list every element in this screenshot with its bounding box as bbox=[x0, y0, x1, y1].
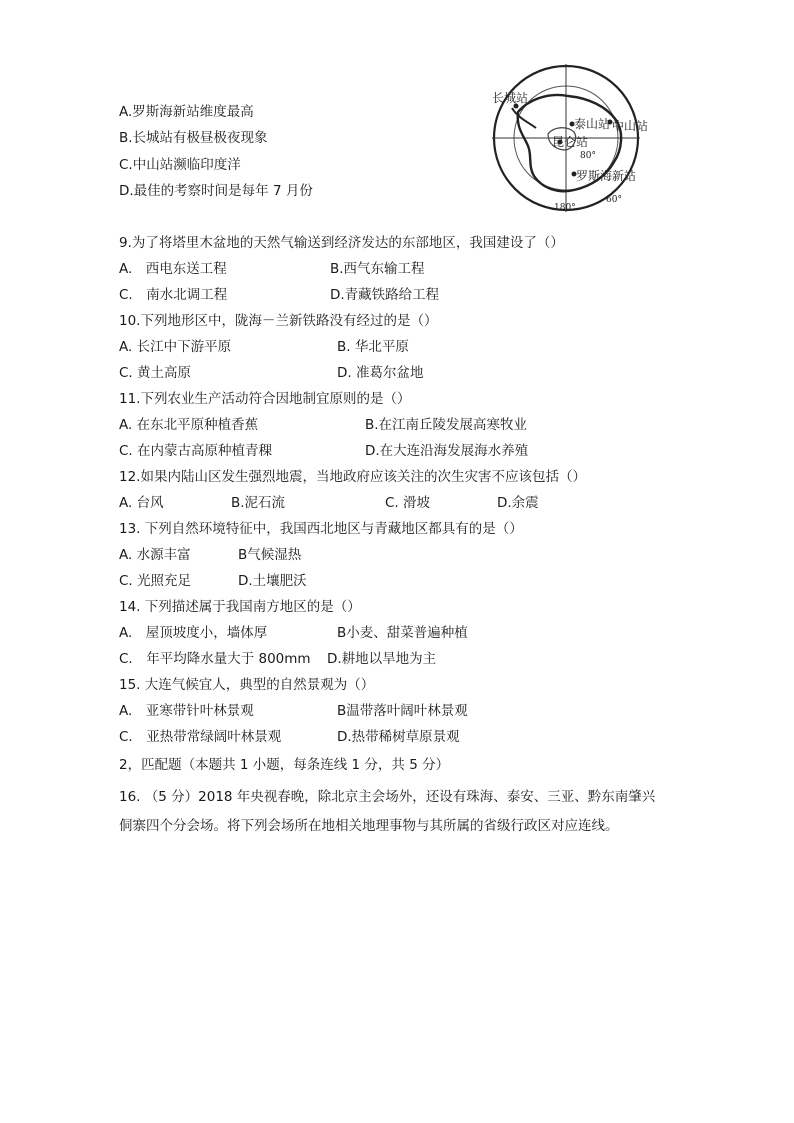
q8-option-b: B.长城站有极昼极夜现象 bbox=[119, 130, 268, 146]
q11-option-a: A. 在东北平原种植香蕉 bbox=[119, 417, 259, 433]
q13-option-b: B气候湿热 bbox=[238, 547, 302, 563]
q10-option-a: A. 长江中下游平原 bbox=[119, 339, 232, 355]
q15-option-c: C. 亚热带常绿阔叶林景观 bbox=[119, 729, 282, 745]
q13-option-c: C. 光照充足 bbox=[119, 573, 192, 589]
label-60-degree: 60° bbox=[606, 195, 622, 205]
q10-option-c: C. 黄土高原 bbox=[119, 365, 192, 381]
q13-option-a: A. 水源丰富 bbox=[119, 547, 191, 563]
q10-option-d: D. 准葛尔盆地 bbox=[337, 365, 424, 381]
q11-option-b: B.在江南丘陵发展高寒牧业 bbox=[365, 417, 528, 433]
label-zhongshan-station: 中山站 bbox=[612, 119, 649, 133]
label-80-degree: 80° bbox=[580, 151, 596, 161]
q12-option-c: C. 滑坡 bbox=[385, 495, 431, 511]
q8-option-c: C.中山站濒临印度洋 bbox=[119, 157, 241, 173]
q15-option-a: A. 亚寒带针叶林景观 bbox=[119, 703, 254, 719]
q14-option-d: D.耕地以旱地为主 bbox=[327, 651, 437, 667]
q14-option-c: C. 年平均降水量大于 800mm bbox=[119, 651, 311, 667]
label-great-wall-station: 长城站 bbox=[492, 91, 529, 105]
section-2-title: 2，匹配题（本题共 1 小题，每条连线 1 分，共 5 分） bbox=[119, 757, 450, 773]
label-taishan-station: 泰山站 bbox=[574, 117, 611, 131]
q15-stem: 15. 大连气候宜人，典型的自然景观为（） bbox=[119, 677, 375, 693]
q11-option-c: C. 在内蒙古高原种植青稞 bbox=[119, 443, 273, 459]
label-ross-sea-station: 罗斯海新站 bbox=[576, 169, 637, 183]
q11-stem: 11.下列农业生产活动符合因地制宜原则的是（） bbox=[119, 391, 411, 407]
q9-option-b: B.西气东输工程 bbox=[330, 261, 425, 277]
q13-stem: 13. 下列自然环境特征中，我国西北地区与青藏地区都具有的是（） bbox=[119, 521, 523, 537]
q12-option-a: A. 台风 bbox=[119, 495, 164, 511]
q14-option-b: B小麦、甜菜普遍种植 bbox=[337, 625, 468, 641]
q14-stem: 14. 下列描述属于我国南方地区的是（） bbox=[119, 599, 361, 615]
q9-stem: 9.为了将塔里木盆地的天然气输送到经济发达的东部地区，我国建设了（） bbox=[119, 235, 564, 251]
q9-option-c: C. 南水北调工程 bbox=[119, 287, 228, 303]
label-kunlun-station: 昆仑站 bbox=[552, 135, 589, 149]
q10-stem: 10.下列地形区中，陇海－兰新铁路没有经过的是（） bbox=[119, 313, 438, 329]
q12-option-b: B.泥石流 bbox=[231, 495, 286, 511]
label-180-degree: 180° bbox=[554, 203, 576, 213]
q16-stem-line1: 16. （5 分）2018 年央视春晚，除北京主会场外，还设有珠海、泰安、三亚、黔东南肇兴 bbox=[119, 789, 656, 805]
q14-option-a: A. 屋顶坡度小，墙体厚 bbox=[119, 625, 268, 641]
q13-option-d: D.土壤肥沃 bbox=[238, 573, 307, 589]
antarctica-map bbox=[488, 62, 649, 214]
q11-option-d: D.在大连沿海发展海水养殖 bbox=[365, 443, 529, 459]
q9-option-d: D.青藏铁路给工程 bbox=[330, 287, 440, 303]
q15-option-d: D.热带稀树草原景观 bbox=[337, 729, 460, 745]
q10-option-b: B. 华北平原 bbox=[337, 339, 409, 355]
q8-option-d: D.最佳的考察时间是每年 7 月份 bbox=[119, 183, 313, 199]
q9-option-a: A. 西电东送工程 bbox=[119, 261, 227, 277]
q8-option-a: A.罗斯海新站维度最高 bbox=[119, 104, 254, 120]
q12-stem: 12.如果内陆山区发生强烈地震，当地政府应该关注的次生灾害不应该包括（） bbox=[119, 469, 586, 485]
q15-option-b: B温带落叶阔叶林景观 bbox=[337, 703, 468, 719]
q16-stem-line2: 侗寨四个分会场。将下列会场所在地相关地理事物与其所属的省级行政区对应连线。 bbox=[119, 818, 619, 834]
q12-option-d: D.余震 bbox=[497, 495, 539, 511]
